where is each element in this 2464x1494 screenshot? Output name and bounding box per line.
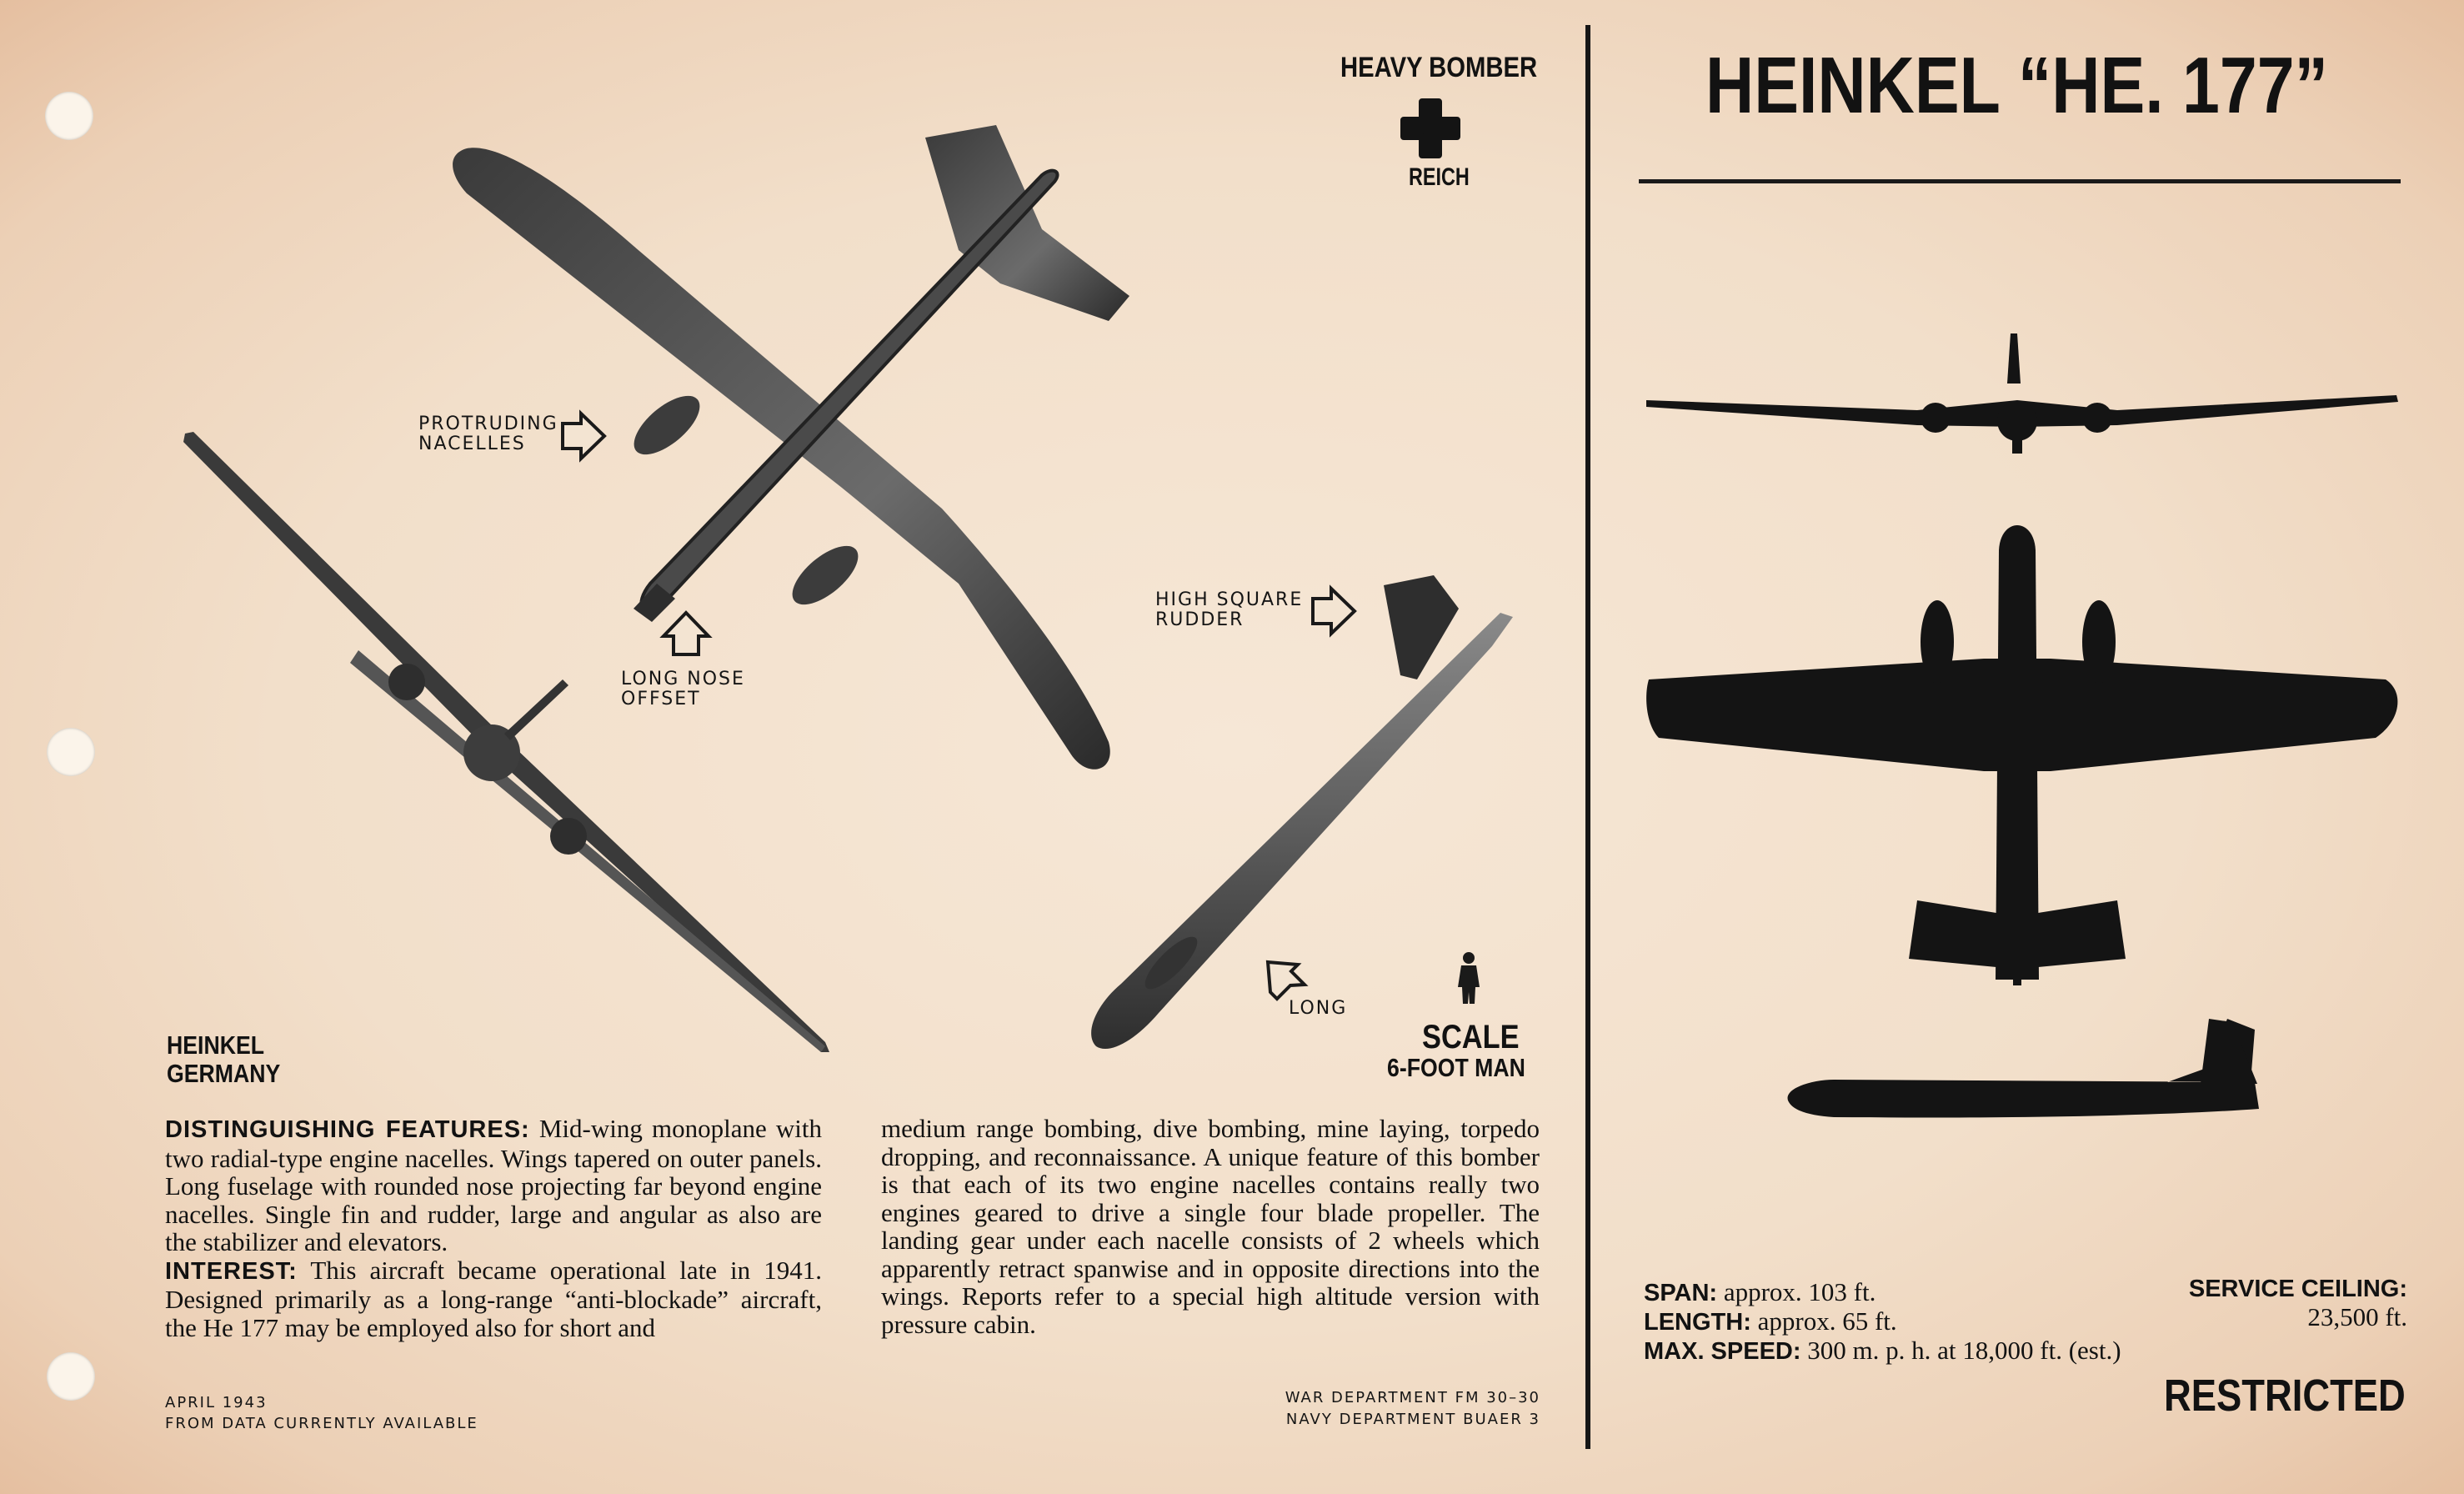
interest-heading: INTEREST: — [165, 1257, 298, 1285]
callout-line: RUDDER — [1155, 609, 1245, 630]
footer-navy-dept: NAVY DEPARTMENT BUAER 3 — [1285, 1411, 1540, 1428]
aircraft-title: HEINKEL “HE. 177” — [1705, 41, 2328, 130]
spec-span — [1644, 1278, 2121, 1307]
spec-value: 300 m. p. h. at 18,000 ft. (est.) — [1807, 1336, 2121, 1365]
category-label: HEAVY BOMBER — [1340, 52, 1538, 83]
spec-length — [1644, 1307, 2121, 1336]
silhouette-top — [1646, 525, 2397, 985]
footer-date: APRIL 1943 — [165, 1394, 268, 1411]
callout-long-nose — [621, 669, 745, 709]
callout-high-rudder — [1155, 590, 1303, 630]
spec-value: 23,500 ft. — [2307, 1302, 2407, 1331]
nation-label: REICH — [1409, 163, 1470, 191]
vertical-divider — [1585, 25, 1590, 1449]
maker-name: HEINKEL — [167, 1030, 265, 1060]
spec-ceiling — [2126, 1274, 2407, 1331]
text-column-left — [165, 1115, 822, 1341]
scale-subtitle: 6-FOOT MAN — [1387, 1053, 1525, 1082]
aircraft-side-photo — [1091, 575, 1513, 1049]
scale-title: SCALE — [1422, 1019, 1520, 1055]
specs-block — [1644, 1278, 2121, 1366]
spec-label: LENGTH: — [1644, 1309, 1751, 1336]
footer-war-dept: WAR DEPARTMENT FM 30–30 — [1285, 1389, 1540, 1406]
spec-label: SERVICE CEILING: — [2188, 1276, 2407, 1302]
spec-value: approx. 103 ft. — [1723, 1277, 1876, 1306]
balkenkreuz-icon — [1404, 102, 1457, 155]
callout-line: HIGH SQUARE — [1155, 589, 1304, 610]
callout-line: LONG NOSE — [621, 669, 745, 689]
restricted-stamp: RESTRICTED — [2164, 1371, 2406, 1421]
footer-left — [165, 1392, 478, 1434]
footer-source: FROM DATA CURRENTLY AVAILABLE — [165, 1415, 478, 1432]
text-column-right: medium range bombing, dive bombing, mine laying, torpedo dropping, and reconnaissance. A unique feature of this bomber is that each of its two engine nacelles contains really two engines geared to drive a single four blade propeller. The landing gear under each nacelle consists of 2 wheels which apparently retract spanwise and in opposite directions into the wings. Reports refer to a special high altitude version with pressure cabin. — [881, 1114, 1540, 1339]
callout-line: OFFSET — [621, 689, 701, 709]
silhouette-front — [1646, 333, 2398, 454]
callout-long: LONG — [1289, 998, 1348, 1019]
title-rule — [1639, 179, 2401, 183]
spec-label: MAX. SPEED: — [1644, 1338, 1801, 1365]
spec-label: SPAN: — [1644, 1280, 1718, 1306]
interest-text: This aircraft became operational late in 1941. Designed primarily as a long-range “anti-blockade” aircraft, the He 177 may be employed also for short and — [165, 1255, 822, 1342]
features-text: Mid-wing monoplane with two radial-type engine nacelles. Wings tapered on outer panels. Long fuselage with rounded nose projecting far beyond engine nacelles. Single fin and rudder, large and angular as also are the stabilizer and elevators. — [165, 1114, 823, 1256]
callout-line: NACELLES — [418, 434, 526, 454]
maker-block — [167, 1031, 280, 1088]
spec-speed — [1644, 1336, 2121, 1366]
scale-man-icon — [1458, 952, 1480, 1004]
silhouette-side — [1788, 1019, 2259, 1118]
maker-country: GERMANY — [167, 1059, 281, 1088]
callout-line: PROTRUDING — [418, 414, 558, 434]
features-heading: DISTINGUISHING FEATURES: — [165, 1116, 530, 1143]
footer-right — [1259, 1387, 1540, 1431]
spec-value: approx. 65 ft. — [1757, 1306, 1897, 1336]
callout-protruding-nacelles — [418, 414, 558, 454]
